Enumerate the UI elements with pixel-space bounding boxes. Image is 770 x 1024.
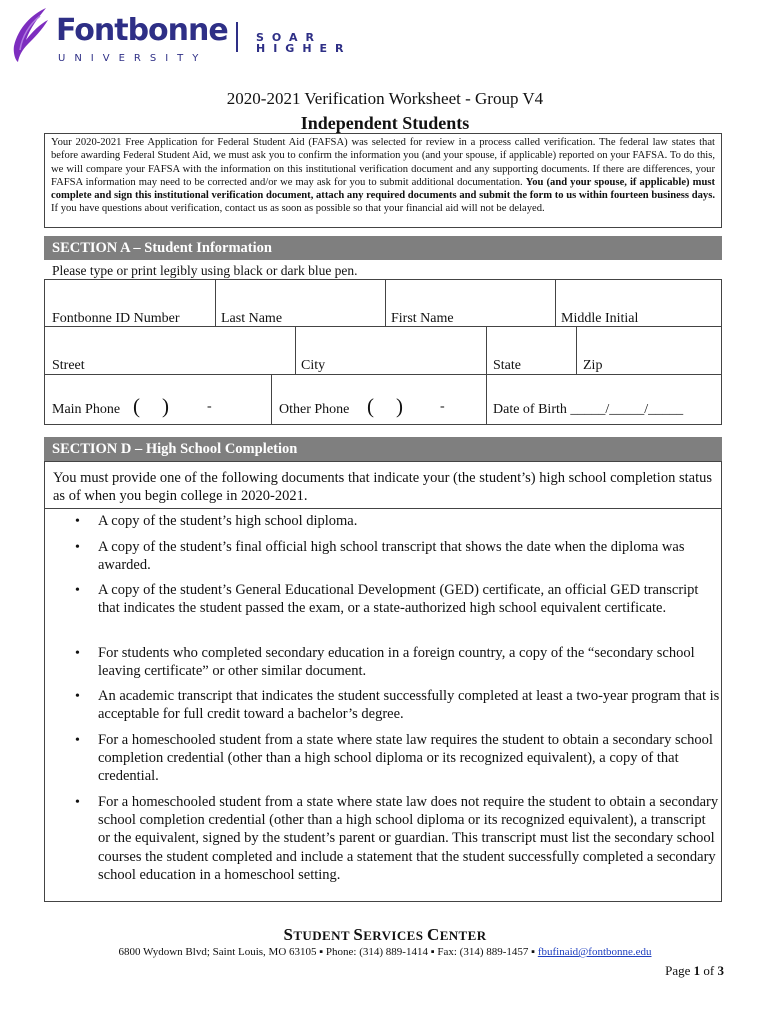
logo-tagline: SOAR HIGHER: [256, 31, 352, 55]
date-of-birth-blanks: _____/_____/_____: [570, 402, 684, 417]
page-label: Page: [665, 963, 694, 978]
state-field[interactable]: State: [493, 358, 521, 373]
footer-title-word: ERVICES: [363, 928, 428, 943]
intro-text-end: If you have questions about verification, contact us as soon as possible so that your financial aid will not be delayed.: [51, 203, 545, 215]
footer-title-initial: S: [283, 925, 294, 944]
bullet-icon: •: [75, 795, 80, 810]
last-name-field[interactable]: Last Name: [221, 311, 283, 326]
list-item: For students who completed secondary education in a foreign country, a copy of the “secondary school leaving certificate” or other similar document.: [98, 645, 695, 680]
other-phone-field[interactable]: Other Phone: [279, 402, 350, 417]
logo-university: UNIVERSITY: [58, 53, 208, 64]
fontbonne-logo: [10, 6, 400, 68]
section-d-heading: SECTION D – High School Completion: [44, 437, 722, 461]
list-item: For a homeschooled student from a state where state law requires the student to obtain a secondary school completion credential (other than a high school diploma or its recognized equivalent), a copy of that credential.: [98, 732, 713, 785]
page-current: 1: [693, 963, 701, 978]
list-item: For a homeschooled student from a state where state law does not require the student to obtain a secondary school completion credential (other than a high school diploma or its recognized equivalent), a transcript or the equivalent, signed by the student’s parent or guardian. This transcript must list the secondary school courses the student completed and include a statement that the student successfully completed a secondary school education in a homeschool setting.: [98, 794, 719, 883]
zip-field[interactable]: Zip: [583, 358, 603, 373]
bullet-icon: •: [75, 733, 80, 748]
footer-title-word: ENTER: [439, 928, 487, 943]
section-a-instructions: Please type or print legibly using black or dark blue pen.: [52, 263, 358, 278]
logo-wordmark: Fontbonne: [56, 13, 228, 48]
section-d-box: [44, 461, 722, 902]
grid-col-divider: [215, 280, 216, 326]
section-d-divider: [45, 508, 721, 509]
bullet-icon: •: [75, 646, 80, 661]
main-phone-field[interactable]: Main Phone: [52, 402, 121, 417]
other-phone-paren-open: (: [367, 394, 374, 418]
grid-row-divider: [45, 326, 721, 327]
footer-address-text: 6800 Wydown Blvd; Saint Louis, MO 63105 ▪ Phone: (314) 889-1414 ▪ Fax: (314) 889-1457 ▪: [118, 946, 538, 958]
student-info-grid: [44, 279, 722, 425]
grid-col-divider: [385, 280, 386, 326]
intro-box: [44, 133, 722, 228]
list-item: A copy of the student’s high school diploma.: [98, 513, 358, 529]
intro-text: Your 2020-2021 Free Application for Federal Student Aid (FAFSA) was selected for review in a process called verification. The federal law states that before awarding Federal Student Aid, we must ask you to confirm the information you (and your spouse, if applicable) reported on your FAFSA. To do this, we will compare your FAFSA with the information on this institutional verification document and any supporting documents. If there are differences, your FAFSA information may need to be corrected and/or we may ask for you to submit additional documentation.: [51, 137, 715, 188]
footer-title: [0, 925, 770, 945]
bullet-icon: •: [75, 514, 80, 529]
intro-bold-text: You (and your spouse, if applicable) must complete and sign this institutional verification document, attach any required documents and submit the form to us within fourteen business days.: [51, 176, 715, 202]
bullet-icon: •: [75, 540, 80, 555]
list-item: A copy of the student’s final official high school transcript that shows the date when the diploma was awarded.: [98, 539, 685, 574]
main-phone-paren-open: (: [133, 394, 140, 418]
grid-col-divider: [295, 326, 296, 374]
bullet-icon: •: [75, 583, 80, 598]
id-number-field[interactable]: Fontbonne ID Number: [52, 311, 180, 326]
grid-col-divider: [271, 374, 272, 424]
page-of: of: [700, 963, 718, 978]
main-phone-paren-close: ): [162, 394, 169, 418]
page-total: 3: [717, 963, 724, 978]
date-of-birth-label: Date of Birth: [493, 402, 567, 417]
main-phone-dash: -: [207, 399, 212, 414]
email-link[interactable]: fbufinaid@fontbonne.edu: [537, 946, 652, 958]
other-phone-paren-close: ): [396, 394, 403, 418]
city-field[interactable]: City: [301, 358, 326, 373]
grid-col-divider: [576, 326, 577, 374]
logo-divider: [236, 22, 238, 52]
footer-title-initial: C: [427, 925, 440, 944]
grid-col-divider: [555, 280, 556, 326]
list-item: A copy of the student’s General Educational Development (GED) certificate, an official GED transcript that indicates the student passed the exam, or a state-authorized high school equivalent certificate.: [98, 582, 699, 617]
other-phone-dash: -: [440, 399, 445, 414]
worksheet-subtitle: Independent Students: [300, 113, 470, 133]
bullet-icon: •: [75, 689, 80, 704]
feather-logo-icon: [10, 6, 52, 64]
footer-title-word: TUDENT: [293, 928, 354, 943]
first-name-field[interactable]: First Name: [391, 311, 454, 326]
grid-col-divider: [486, 374, 487, 424]
date-of-birth-field[interactable]: [493, 403, 683, 417]
middle-initial-field[interactable]: Middle Initial: [561, 311, 639, 326]
grid-row-divider: [45, 374, 721, 375]
footer-address: [0, 946, 770, 958]
list-item: An academic transcript that indicates the student successfully completed at least a two-year program that is acceptable for full credit toward a bachelor’s degree.: [98, 688, 720, 723]
street-field[interactable]: Street: [52, 358, 85, 373]
section-a-heading: SECTION A – Student Information: [44, 236, 722, 260]
worksheet-title: 2020-2021 Verification Worksheet - Group V4: [226, 89, 544, 108]
page-number: [665, 963, 724, 979]
grid-col-divider: [486, 326, 487, 374]
footer-title-initial: S: [353, 925, 364, 944]
section-d-intro: You must provide one of the following documents that indicate your (the student’s) high school completion status as of when you begin college in 2020-2021.: [53, 470, 712, 504]
